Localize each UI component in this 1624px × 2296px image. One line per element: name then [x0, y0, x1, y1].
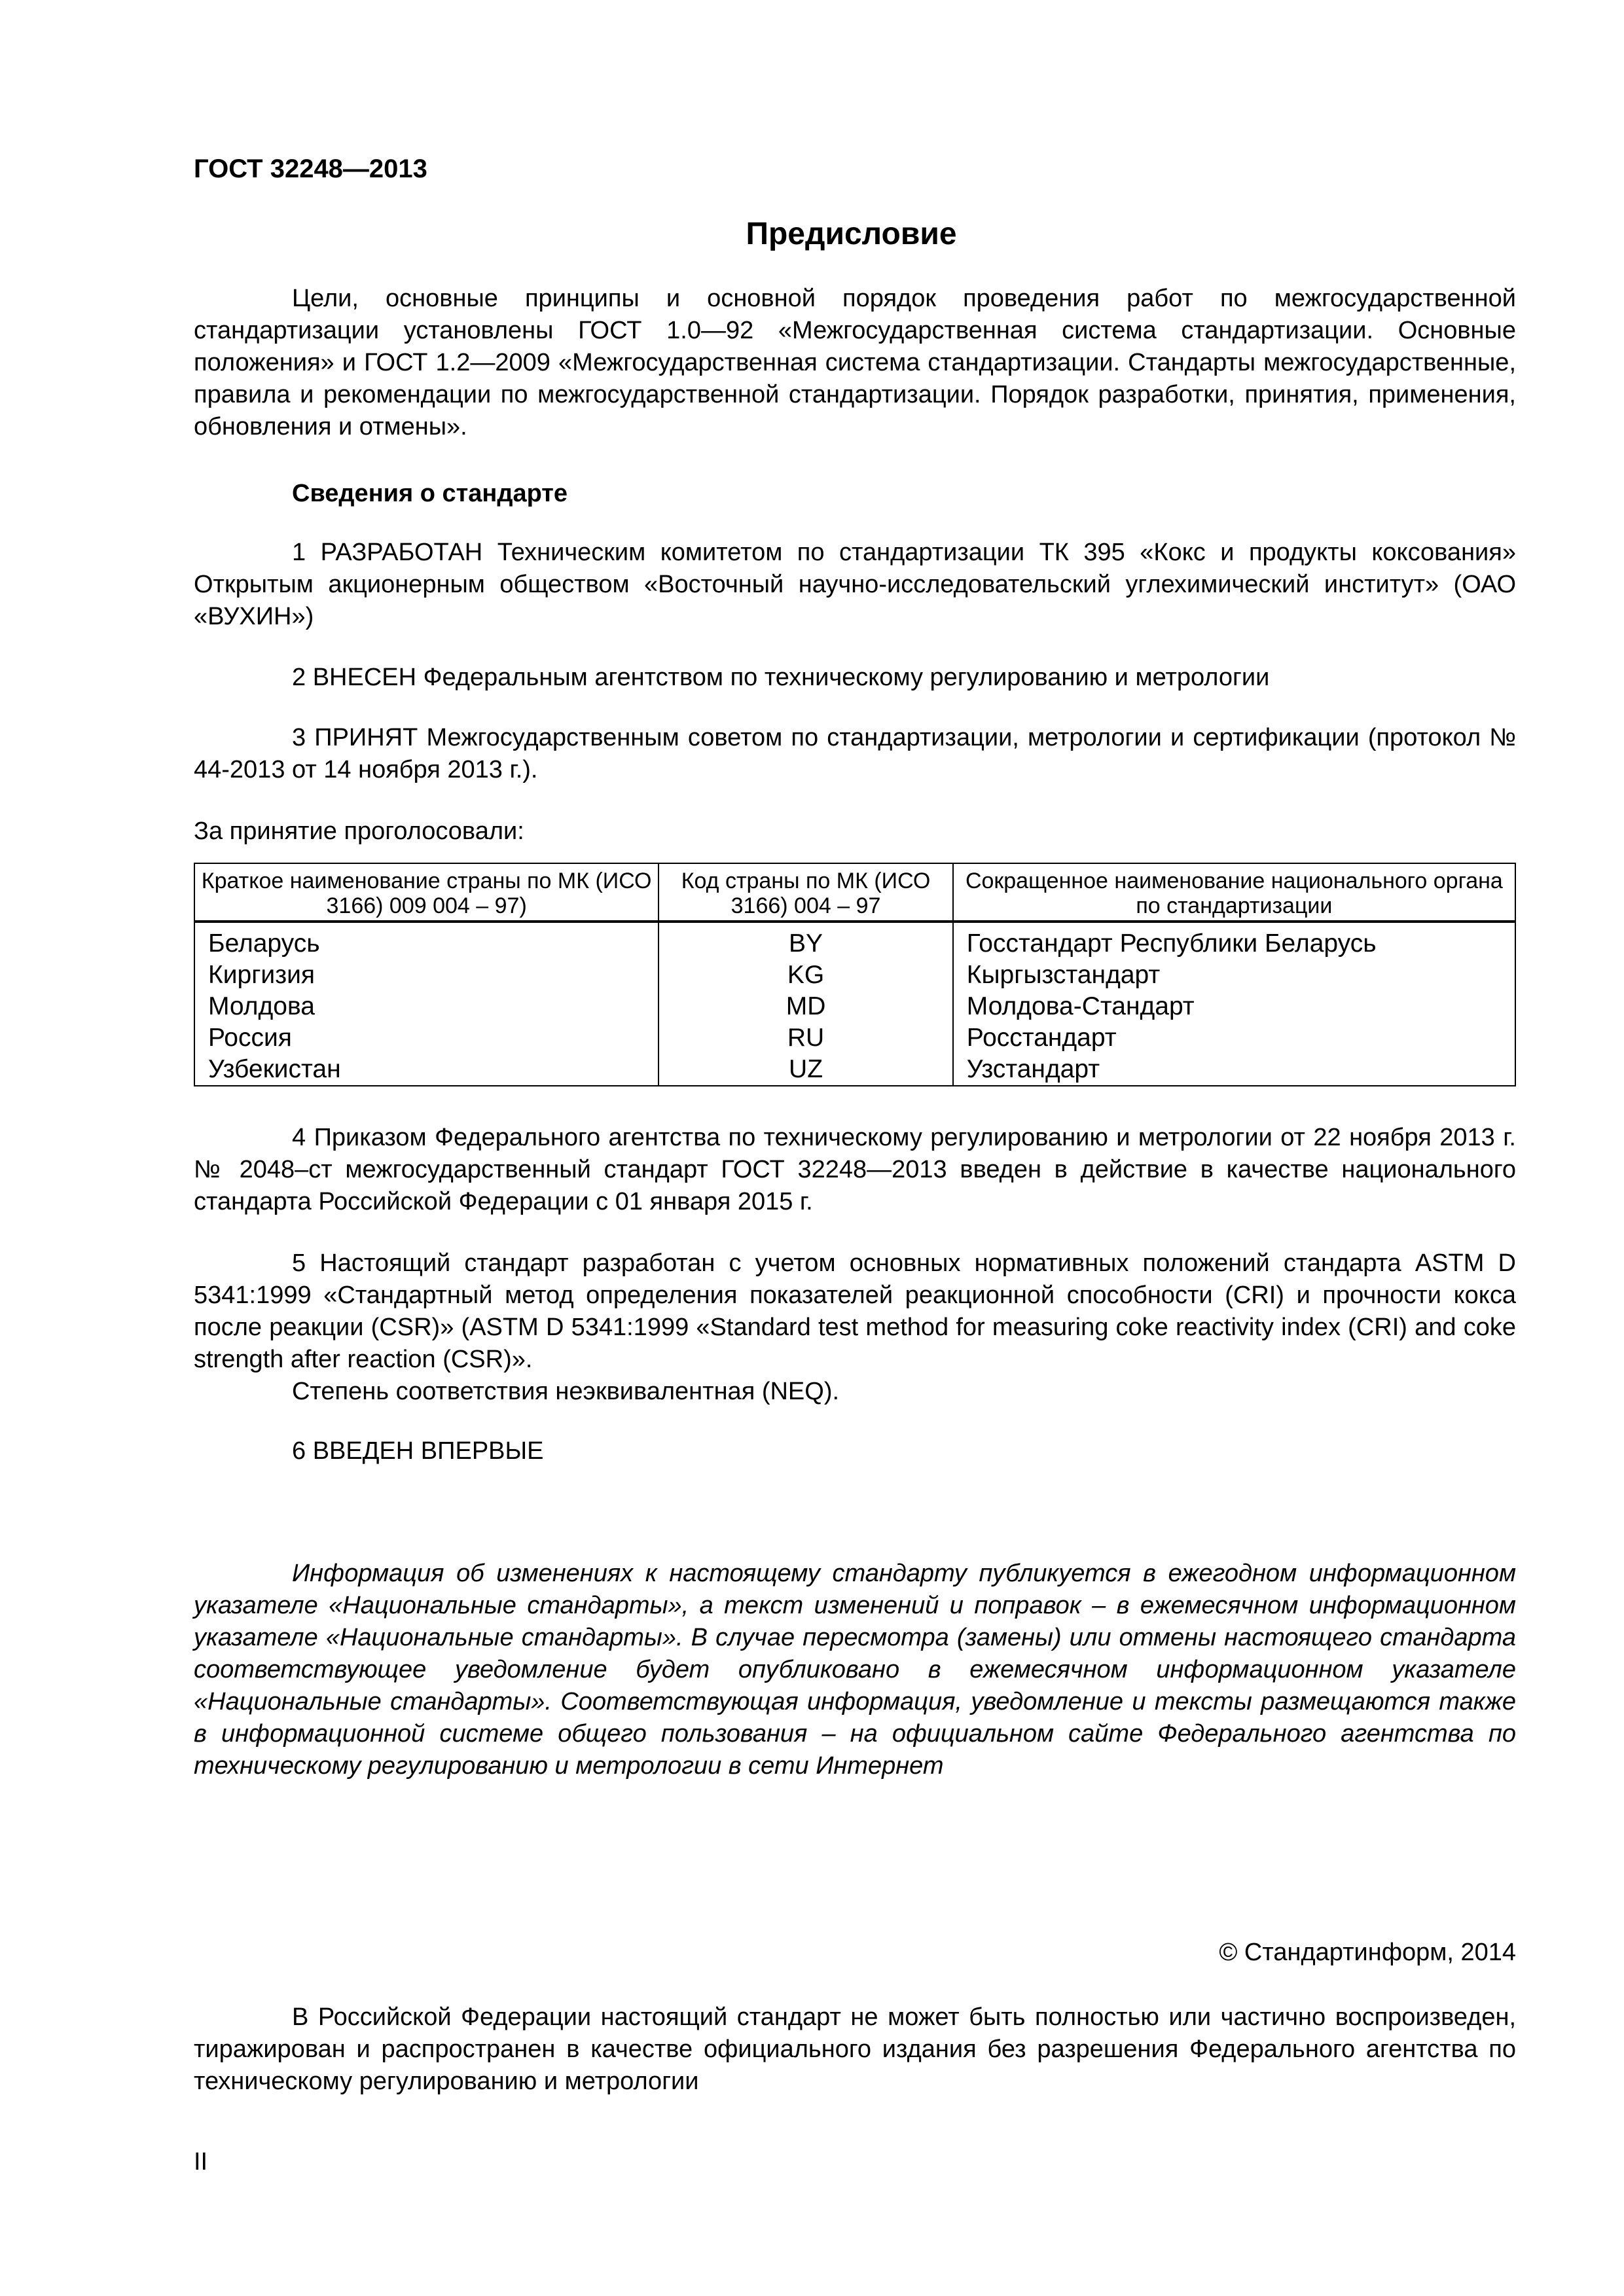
- country-code: MD: [659, 991, 953, 1022]
- intro-paragraph: [194, 283, 1516, 443]
- country-code: RU: [659, 1022, 953, 1054]
- country-name: Узбекистан: [194, 1054, 659, 1086]
- standards-body: Госстандарт Республики Беларусь: [953, 922, 1515, 960]
- item-3: [194, 722, 1516, 786]
- change-notice-text: Информация об изменениях к настоящему стандарту публикуется в ежегодном информационном указателе «Национальные стандарты», а текст изменений и поправок – в ежемесячном информационном указателе «Национальные стандарты». В случае пересмотра (замены) или отмены настоящего стандарта соответствующее уведомление будет опубликовано в ежемесячном информационном указателе «Национальные стандарты». Соответствующая информация, уведомление и тексты размещаются также в информационной системе общего пользования – на официальном сайте Федерального агентства по техническому регулированию и метрологии в сети Интернет: [194, 1560, 1516, 1780]
- item-1: [194, 537, 1516, 633]
- item-2: 2 ВНЕСЕН Федеральным агентством по техническому регулированию и метрологии: [292, 664, 1270, 691]
- header-country-code: Код страны по МК (ИСО 3166) 004 – 97: [659, 863, 953, 922]
- country-name: Россия: [194, 1022, 659, 1054]
- page-title: Предисловие: [746, 217, 957, 251]
- item-5-text: 5 Настоящий стандарт разработан с учетом основных нормативных положений стандарта ASTM D 5341:1999 «Стандартный метод определения показателей реакционной способности (CRI) и прочности кокса после реакции (CSR)» (ASTM D 5341:1999 «Standard test method for measuring coke reactivity index (CRI) and coke strength after reaction (CSR)».: [194, 1249, 1516, 1373]
- table-header-row: [194, 863, 1515, 922]
- item-4: [194, 1122, 1516, 1218]
- table-row: [194, 960, 1515, 991]
- table-row: [194, 1054, 1515, 1086]
- country-code: BY: [659, 922, 953, 960]
- country-name: Киргизия: [194, 960, 659, 991]
- table-row: [194, 991, 1515, 1022]
- country-name: Молдова: [194, 991, 659, 1022]
- table-row: [194, 1022, 1515, 1054]
- item-1-text: 1 РАЗРАБОТАН Техническим комитетом по стандартизации ТК 395 «Кокс и продукты коксования» Открытым акционерным обществом «Восточный научно-исследовательский углехимический институт» (ОАО «ВУХИН»): [194, 539, 1516, 630]
- page-number: II: [194, 2148, 208, 2176]
- header-standards-body: Сокращенное наименование национального органа по стандартизации: [953, 863, 1515, 922]
- standards-body: Кыргызстандарт: [953, 960, 1515, 991]
- item-6: 6 ВВЕДЕН ВПЕРВЫЕ: [292, 1437, 544, 1465]
- country-code: UZ: [659, 1054, 953, 1086]
- voting-table: [194, 863, 1516, 1086]
- rights-notice: [194, 2001, 1516, 2098]
- info-heading: Сведения о стандарте: [292, 480, 568, 507]
- header-country-name: Краткое наименование страны по МК (ИСО 3166) 009 004 – 97): [194, 863, 659, 922]
- item-4-text: 4 Приказом Федерального агентства по техническому регулированию и метрологии от 22 ноября 2013 г. № 2048–ст межгосударственный стандарт ГОСТ 32248—2013 введен в действие в качестве национального стандарта Российской Федерации с 01 января 2015 г.: [194, 1124, 1516, 1215]
- copyright: © Стандартинформ, 2014: [1219, 1939, 1516, 1966]
- country-name: Беларусь: [194, 922, 659, 960]
- item-3-text: 3 ПРИНЯТ Межгосударственным советом по стандартизации, метрологии и сертификации (протокол № 44-2013 от 14 ноября 2013 г.).: [194, 724, 1516, 783]
- standard-code: ГОСТ 32248—2013: [194, 154, 427, 183]
- item-5: [194, 1247, 1516, 1376]
- table-row: [194, 922, 1515, 960]
- standards-body: Молдова-Стандарт: [953, 991, 1515, 1022]
- intro-text: Цели, основные принципы и основной порядок проведения работ по межгосударственной стандартизации установлены ГОСТ 1.0—92 «Межгосударственная система стандартизации. Основные положения» и ГОСТ 1.2—2009 «Межгосударственная система стандартизации. Стандарты межгосударственные, правила и рекомендации по межгосударственной стандартизации. Порядок разработки, принятия, применения, обновления и отмены».: [194, 285, 1516, 440]
- standards-body: Росстандарт: [953, 1022, 1515, 1054]
- standards-body: Узстандарт: [953, 1054, 1515, 1086]
- voted-label: За принятие проголосовали:: [194, 817, 524, 845]
- rights-notice-text: В Российской Федерации настоящий стандарт не может быть полностью или частично воспроизведен, тиражирован и распространен в качестве официального издания без разрешения Федерального агентства по техническому регулированию и метрологии: [194, 2003, 1516, 2095]
- country-code: KG: [659, 960, 953, 991]
- item-5-degree: Степень соответствия неэквивалентная (NEQ).: [292, 1378, 840, 1405]
- change-notice: [194, 1558, 1516, 1782]
